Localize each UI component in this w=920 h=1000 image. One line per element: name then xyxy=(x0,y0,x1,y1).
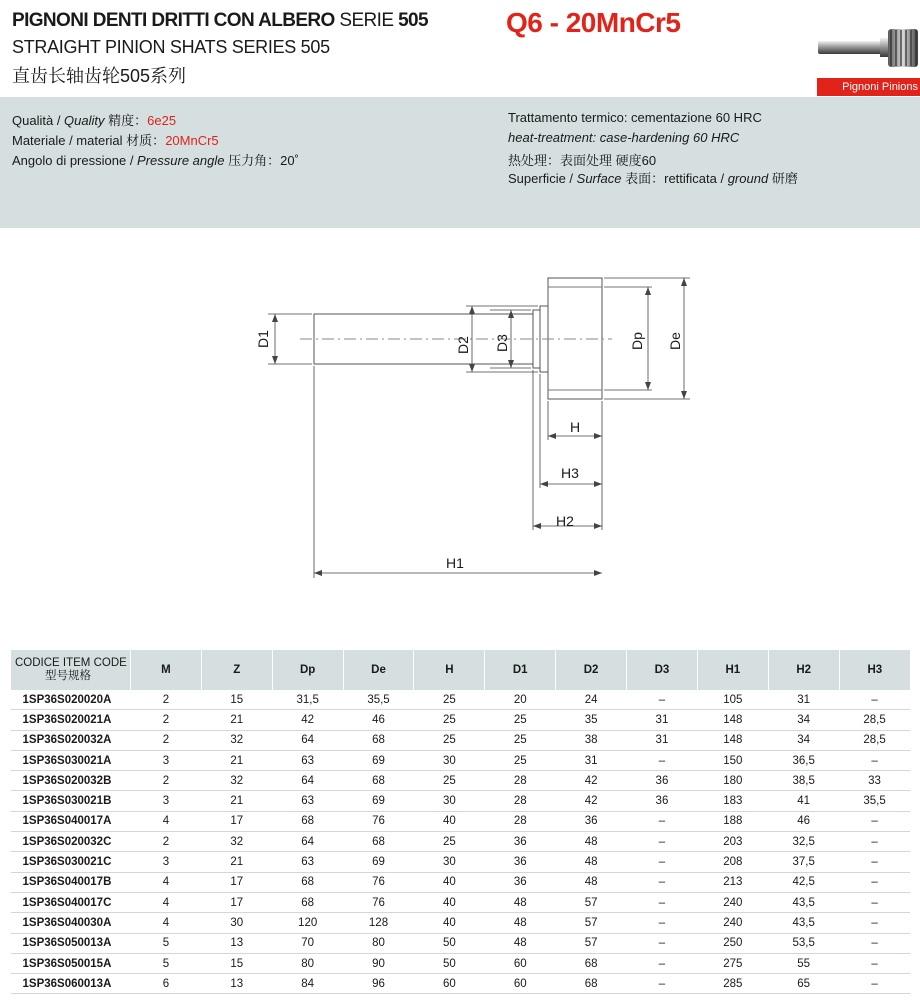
table-cell: 20 xyxy=(485,690,556,710)
table-row xyxy=(11,933,911,953)
table-cell: 4 xyxy=(131,892,202,912)
table-cell: – xyxy=(839,832,910,852)
table-cell: 150 xyxy=(697,750,768,770)
table-cell: 36 xyxy=(485,872,556,892)
spec-heat-treatment-cn: 热处理：表面处理 硬度60 xyxy=(508,153,657,168)
table-cell: 17 xyxy=(201,892,272,912)
table-cell: 180 xyxy=(697,771,768,791)
table-cell: 68 xyxy=(343,730,414,750)
table-row xyxy=(11,811,911,831)
header-item-code: CODICE ITEM CODE 型号规格 xyxy=(11,650,131,690)
table-cell: 76 xyxy=(343,892,414,912)
table-cell: 35,5 xyxy=(343,690,414,710)
table-cell: 15 xyxy=(201,953,272,973)
table-cell: 30 xyxy=(414,750,485,770)
table-cell: – xyxy=(627,852,698,872)
table-cell: 28 xyxy=(485,791,556,811)
spec-material: Materiale / material 材质：20MnCr5 xyxy=(12,133,219,148)
table-cell: 50 xyxy=(414,933,485,953)
table-cell: 15 xyxy=(201,690,272,710)
table-cell: 31 xyxy=(768,690,839,710)
table-cell: – xyxy=(627,892,698,912)
table-row xyxy=(11,892,911,912)
grade-title: Q6 - 20MnCr5 xyxy=(506,7,681,38)
page-header xyxy=(0,0,920,97)
table-cell: 48 xyxy=(556,852,627,872)
table-row xyxy=(11,872,911,892)
table-cell: 48 xyxy=(485,933,556,953)
table-cell: 17 xyxy=(201,811,272,831)
table-row xyxy=(11,953,911,973)
table-row xyxy=(11,791,911,811)
dim-label-h2: H2 xyxy=(556,513,574,529)
pinion-shaft-icon xyxy=(812,26,920,70)
table-cell: 50 xyxy=(414,953,485,973)
table-cell: 148 xyxy=(697,710,768,730)
dimensions-table-wrap xyxy=(10,650,910,994)
item-code-cell: 1SP36S020032C xyxy=(11,832,131,852)
table-cell: 64 xyxy=(272,730,343,750)
dim-label-d2: D2 xyxy=(455,336,471,354)
table-cell: 68 xyxy=(343,771,414,791)
item-code-cell: 1SP36S040017C xyxy=(11,892,131,912)
table-cell: – xyxy=(627,872,698,892)
table-cell: 80 xyxy=(272,953,343,973)
table-row xyxy=(11,730,911,750)
item-code-cell: 1SP36S030021C xyxy=(11,852,131,872)
table-cell: 40 xyxy=(414,811,485,831)
table-cell: 3 xyxy=(131,852,202,872)
item-code-cell: 1SP36S020032B xyxy=(11,771,131,791)
table-row xyxy=(11,771,911,791)
table-cell: 183 xyxy=(697,791,768,811)
table-cell: 5 xyxy=(131,953,202,973)
table-cell: 25 xyxy=(414,690,485,710)
item-code-cell: 1SP36S040030A xyxy=(11,913,131,933)
table-cell: – xyxy=(839,953,910,973)
table-cell: 48 xyxy=(556,832,627,852)
table-cell: 68 xyxy=(272,811,343,831)
table-cell: 30 xyxy=(201,913,272,933)
table-cell: 128 xyxy=(343,913,414,933)
item-code-cell: 1SP36S030021A xyxy=(11,750,131,770)
table-cell: 57 xyxy=(556,913,627,933)
table-cell: 30 xyxy=(414,852,485,872)
table-cell: 63 xyxy=(272,791,343,811)
table-row xyxy=(11,690,911,710)
page-subtitle-en: STRAIGHT PINION SHATS SERIES 505 xyxy=(12,37,330,57)
table-cell: 30 xyxy=(414,791,485,811)
table-cell: 28 xyxy=(485,771,556,791)
table-cell: 84 xyxy=(272,974,343,994)
table-cell: 148 xyxy=(697,730,768,750)
table-cell: 80 xyxy=(343,933,414,953)
table-cell: 25 xyxy=(485,730,556,750)
table-row xyxy=(11,832,911,852)
spec-heat-treatment-it: Trattamento termico: cementazione 60 HRC xyxy=(508,110,762,125)
table-body xyxy=(11,690,911,994)
table-cell: 65 xyxy=(768,974,839,994)
table-cell: 68 xyxy=(343,832,414,852)
table-cell: 21 xyxy=(201,750,272,770)
table-cell: 208 xyxy=(697,852,768,872)
table-cell: 17 xyxy=(201,872,272,892)
table-cell: 40 xyxy=(414,892,485,912)
table-cell: 120 xyxy=(272,913,343,933)
table-row xyxy=(11,974,911,994)
table-cell: 69 xyxy=(343,791,414,811)
table-cell: – xyxy=(839,872,910,892)
table-cell: 42 xyxy=(272,710,343,730)
table-cell: 3 xyxy=(131,750,202,770)
table-cell: 48 xyxy=(556,872,627,892)
header-z: Z xyxy=(201,650,272,690)
table-cell: – xyxy=(839,690,910,710)
table-cell: 213 xyxy=(697,872,768,892)
table-cell: 13 xyxy=(201,933,272,953)
item-code-cell: 1SP36S020021A xyxy=(11,710,131,730)
page-title: PIGNONI DENTI DRITTI CON ALBERO SERIE 505 xyxy=(12,10,428,31)
table-cell: 69 xyxy=(343,750,414,770)
table-cell: 43,5 xyxy=(768,892,839,912)
table-cell: 2 xyxy=(131,771,202,791)
table-cell: 105 xyxy=(697,690,768,710)
table-cell: – xyxy=(839,811,910,831)
category-badge: Pignoni Pinions xyxy=(817,78,920,96)
header-h: H xyxy=(414,650,485,690)
table-cell: 3 xyxy=(131,791,202,811)
table-row xyxy=(11,852,911,872)
table-cell: 69 xyxy=(343,852,414,872)
table-cell: – xyxy=(627,933,698,953)
table-cell: 36 xyxy=(627,791,698,811)
table-cell: 28 xyxy=(485,811,556,831)
table-cell: 42 xyxy=(556,771,627,791)
table-cell: 4 xyxy=(131,811,202,831)
table-cell: – xyxy=(839,913,910,933)
table-cell: 21 xyxy=(201,710,272,730)
dim-label-h1: H1 xyxy=(446,555,464,571)
table-cell: 38,5 xyxy=(768,771,839,791)
table-cell: 38 xyxy=(556,730,627,750)
table-cell: – xyxy=(839,974,910,994)
table-cell: 32 xyxy=(201,771,272,791)
table-cell: 21 xyxy=(201,791,272,811)
table-cell: 31,5 xyxy=(272,690,343,710)
table-cell: – xyxy=(839,892,910,912)
table-cell: 25 xyxy=(414,730,485,750)
table-cell: 40 xyxy=(414,913,485,933)
table-cell: 13 xyxy=(201,974,272,994)
technical-drawing xyxy=(0,228,920,638)
dim-label-d1: D1 xyxy=(255,330,271,348)
table-cell: 5 xyxy=(131,933,202,953)
table-cell: 46 xyxy=(768,811,839,831)
dim-label-d3: D3 xyxy=(494,334,510,352)
table-cell: 48 xyxy=(485,913,556,933)
table-cell: 28,5 xyxy=(839,710,910,730)
table-header-row xyxy=(11,650,911,690)
table-cell: 36 xyxy=(485,832,556,852)
table-cell: 4 xyxy=(131,913,202,933)
table-cell: 4 xyxy=(131,872,202,892)
table-cell: 40 xyxy=(414,872,485,892)
table-cell: 42 xyxy=(556,791,627,811)
item-code-cell: 1SP36S060013A xyxy=(11,974,131,994)
table-cell: 63 xyxy=(272,852,343,872)
spec-surface: Superficie / Surface 表面：rettificata / ground 研磨 xyxy=(508,171,798,186)
table-cell: 32 xyxy=(201,832,272,852)
header-h3: H3 xyxy=(839,650,910,690)
table-cell: 63 xyxy=(272,750,343,770)
spec-quality: Qualità / Quality 精度：6e25 xyxy=(12,113,177,128)
table-cell: 25 xyxy=(414,771,485,791)
dim-label-de: De xyxy=(667,332,683,350)
table-cell: 33 xyxy=(839,771,910,791)
table-cell: 34 xyxy=(768,730,839,750)
table-cell: 36,5 xyxy=(768,750,839,770)
table-cell: 2 xyxy=(131,730,202,750)
table-cell: 188 xyxy=(697,811,768,831)
table-cell: 240 xyxy=(697,913,768,933)
table-cell: 68 xyxy=(272,872,343,892)
table-cell: 28,5 xyxy=(839,730,910,750)
table-cell: 64 xyxy=(272,771,343,791)
table-cell: 96 xyxy=(343,974,414,994)
table-cell: 2 xyxy=(131,710,202,730)
table-cell: 36 xyxy=(485,852,556,872)
header-h2: H2 xyxy=(768,650,839,690)
table-cell: – xyxy=(839,933,910,953)
table-cell: 70 xyxy=(272,933,343,953)
header-d1: D1 xyxy=(485,650,556,690)
table-cell: 41 xyxy=(768,791,839,811)
table-cell: 34 xyxy=(768,710,839,730)
table-cell: 6 xyxy=(131,974,202,994)
item-code-cell: 1SP36S050015A xyxy=(11,953,131,973)
table-cell: 76 xyxy=(343,811,414,831)
table-cell: 53,5 xyxy=(768,933,839,953)
table-cell: 31 xyxy=(627,710,698,730)
table-cell: 64 xyxy=(272,832,343,852)
table-cell: 24 xyxy=(556,690,627,710)
table-cell: 25 xyxy=(414,832,485,852)
table-cell: 60 xyxy=(485,974,556,994)
table-cell: – xyxy=(627,953,698,973)
table-cell: 68 xyxy=(556,974,627,994)
table-cell: – xyxy=(627,811,698,831)
table-cell: 68 xyxy=(556,953,627,973)
table-row xyxy=(11,710,911,730)
header-d2: D2 xyxy=(556,650,627,690)
table-cell: 48 xyxy=(485,892,556,912)
table-cell: 57 xyxy=(556,933,627,953)
table-cell: 90 xyxy=(343,953,414,973)
table-cell: 57 xyxy=(556,892,627,912)
table-cell: 76 xyxy=(343,872,414,892)
table-cell: 275 xyxy=(697,953,768,973)
table-cell: – xyxy=(627,974,698,994)
table-cell: 42,5 xyxy=(768,872,839,892)
table-cell: 55 xyxy=(768,953,839,973)
header-d3: D3 xyxy=(627,650,698,690)
table-cell: 240 xyxy=(697,892,768,912)
table-cell: 35 xyxy=(556,710,627,730)
table-cell: 2 xyxy=(131,690,202,710)
page-subtitle-cn: 直齿长轴齿轮505系列 xyxy=(12,66,187,86)
table-cell: 2 xyxy=(131,832,202,852)
table-cell: – xyxy=(627,913,698,933)
table-cell: 25 xyxy=(485,710,556,730)
table-cell: 35,5 xyxy=(839,791,910,811)
table-cell: – xyxy=(839,852,910,872)
header-h1: H1 xyxy=(697,650,768,690)
spec-heat-treatment-en: heat-treatment: case-hardening 60 HRC xyxy=(508,130,740,145)
item-code-cell: 1SP36S040017B xyxy=(11,872,131,892)
header-m: M xyxy=(131,650,202,690)
dim-label-dp: Dp xyxy=(629,332,645,350)
item-code-cell: 1SP36S050013A xyxy=(11,933,131,953)
table-cell: 203 xyxy=(697,832,768,852)
dimensions-table xyxy=(10,650,910,994)
table-cell: 36 xyxy=(556,811,627,831)
item-code-cell: 1SP36S030021B xyxy=(11,791,131,811)
table-cell: 36 xyxy=(627,771,698,791)
item-code-cell: 1SP36S020020A xyxy=(11,690,131,710)
table-row xyxy=(11,750,911,770)
dim-label-h3: H3 xyxy=(561,465,579,481)
table-cell: 285 xyxy=(697,974,768,994)
table-row xyxy=(11,913,911,933)
table-cell: – xyxy=(627,832,698,852)
table-cell: – xyxy=(839,750,910,770)
table-cell: 60 xyxy=(414,974,485,994)
spec-pressure-angle: Angolo di pressione / Pressure angle 压力角：20˚ xyxy=(12,153,299,168)
table-cell: 250 xyxy=(697,933,768,953)
table-cell: 32,5 xyxy=(768,832,839,852)
table-cell: 60 xyxy=(485,953,556,973)
table-cell: – xyxy=(627,690,698,710)
table-cell: 25 xyxy=(485,750,556,770)
table-cell: 43,5 xyxy=(768,913,839,933)
table-cell: 31 xyxy=(627,730,698,750)
table-cell: – xyxy=(627,750,698,770)
table-cell: 37,5 xyxy=(768,852,839,872)
table-cell: 68 xyxy=(272,892,343,912)
item-code-cell: 1SP36S040017A xyxy=(11,811,131,831)
table-cell: 31 xyxy=(556,750,627,770)
spec-band xyxy=(0,97,920,228)
table-cell: 32 xyxy=(201,730,272,750)
table-cell: 46 xyxy=(343,710,414,730)
table-cell: 21 xyxy=(201,852,272,872)
dim-label-h: H xyxy=(570,419,581,435)
header-de: De xyxy=(343,650,414,690)
header-dp: Dp xyxy=(272,650,343,690)
table-cell: 25 xyxy=(414,710,485,730)
item-code-cell: 1SP36S020032A xyxy=(11,730,131,750)
